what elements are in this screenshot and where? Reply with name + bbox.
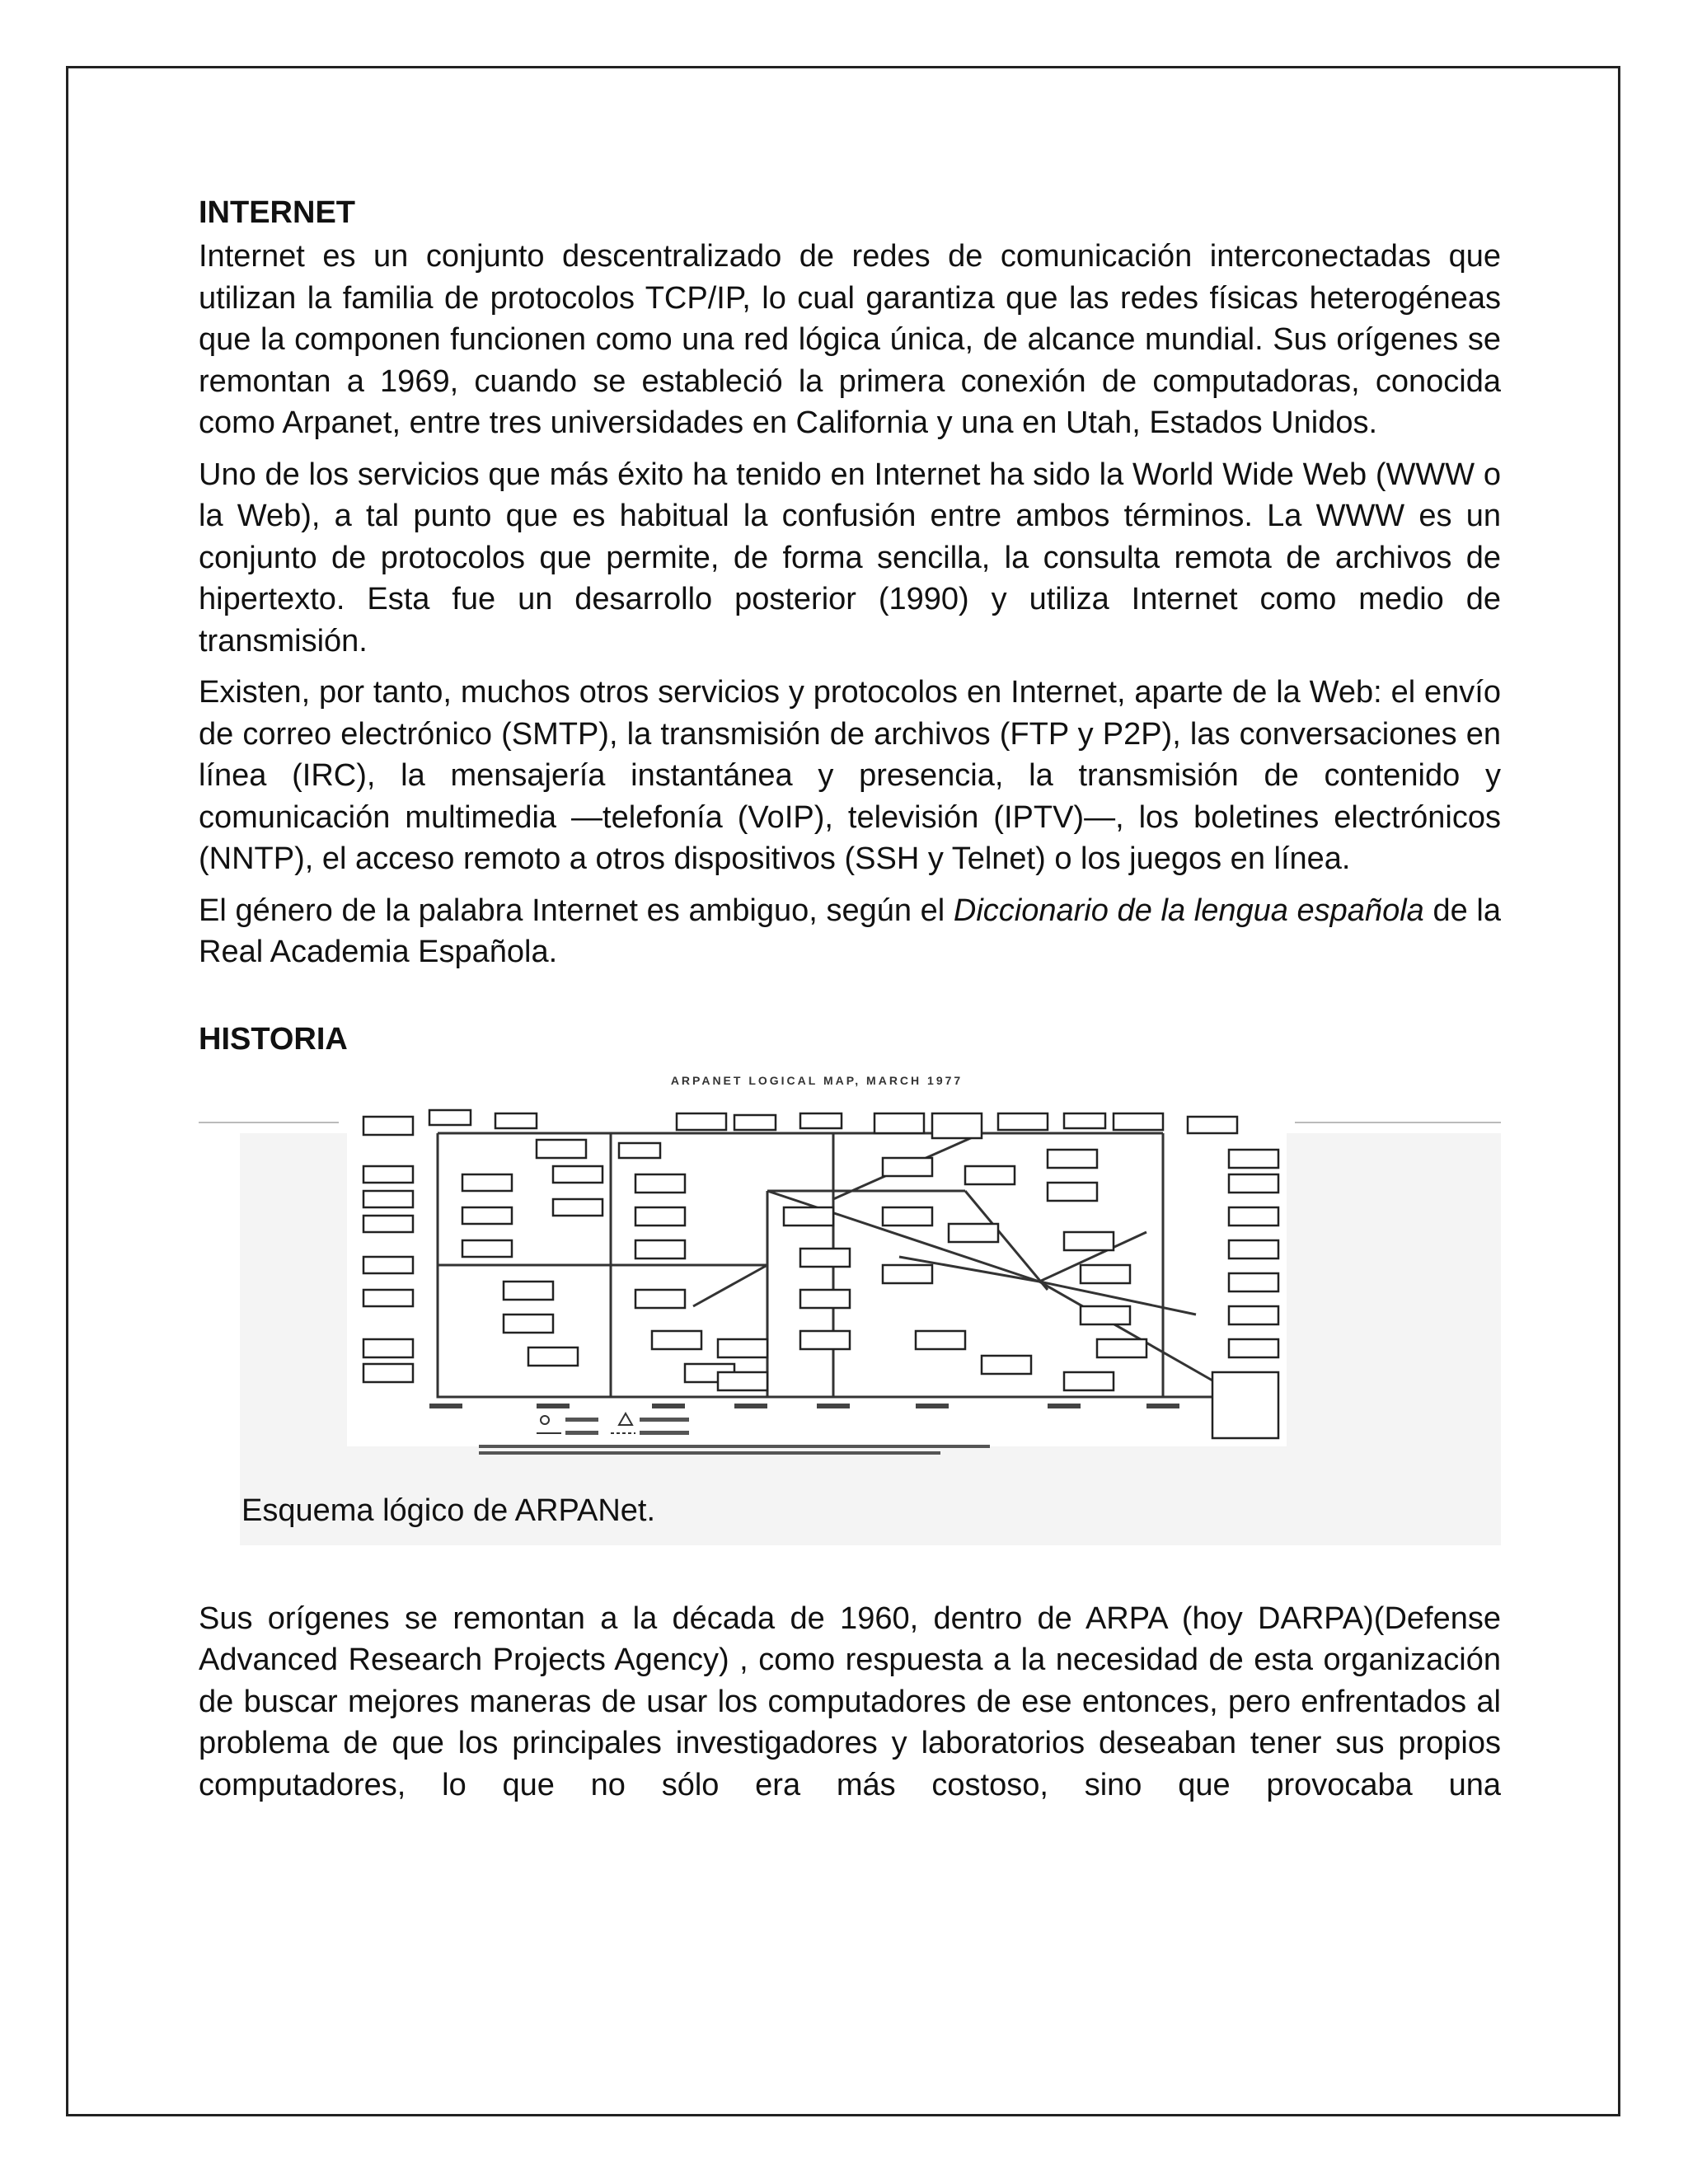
arpanet-map-image [339,1067,1295,1455]
figure-rule-left [199,1122,339,1123]
paragraph-internet-definition: Internet es un conjunto descentralizado de redes de comunicación interconectadas que utilizan la familia de protocolos TCP/IP, lo cual garantiza que las redes físicas heterogéneas que la componen funcionen como una red lógica única, de alcance mundial. Sus orígenes se remontan a 1969, cuando se estableció la primera conexión de computadoras, conocida como Arpanet, entre tres universidades en California y una en Utah, Estados Unidos. [199,239,1501,440]
gender-text-after: de la Real Academia Española. [199,893,1501,969]
gender-text-before: El género de la palabra Internet es ambiguo, según el [199,893,954,928]
dictionary-title: Diccionario de la lengua española [953,893,1424,928]
paragraph-gender [199,890,1501,973]
document-body [199,193,1501,1816]
map-title: ARPANET LOGICAL MAP, MARCH 1977 [670,1073,964,1087]
section-heading-historia: HISTORIA [199,1021,348,1057]
figure-rule-right [1295,1122,1501,1123]
paragraph-services: Existen, por tanto, muchos otros servicios y protocolos en Internet, aparte de la Web: el envío de correo electrónico (SMTP), la transmisión de archivos (FTP y P2P), las conversaciones en línea (IRC), la mensajería instantánea y presencia, la transmisión de contenido y comunicación multimedia —telefonía (VoIP), televisión (IPTV)—, los boletines electrónicos (NNTP), el acceso remoto a otros dispositivos (SSH y Telnet) o los juegos en línea. [199,675,1501,876]
paragraph-www: Uno de los servicios que más éxito ha tenido en Internet ha sido la World Wide Web (WWW o la Web), a tal punto que es habitual la confusión entre ambos términos. La WWW es un conjunto de protocolos que permite, de forma sencilla, la consulta remota de archivos de hipertexto. Esta fue un desarrollo posterior (1990) y utiliza Internet como medio de transmisión. [199,457,1501,658]
figure-caption: Esquema lógico de ARPANet. [241,1493,656,1528]
arpanet-figure [199,1067,1501,1545]
section-heading-internet: INTERNET [199,195,355,230]
paragraph-historia: Sus orígenes se remontan a la década de 1960, dentro de ARPA (hoy DARPA)(Defense Advanced Research Projects Agency) , como respuesta a la necesidad de esta organización de buscar mejores maneras de usar los computadores de ese entonces, pero enfrentados al problema de que los principales investigadores y laboratorios deseaban tener sus propios computadores, lo que no sólo era más costoso, sino que provocaba una [199,1601,1501,1802]
arpanet-map-diagram [339,1067,1295,1455]
